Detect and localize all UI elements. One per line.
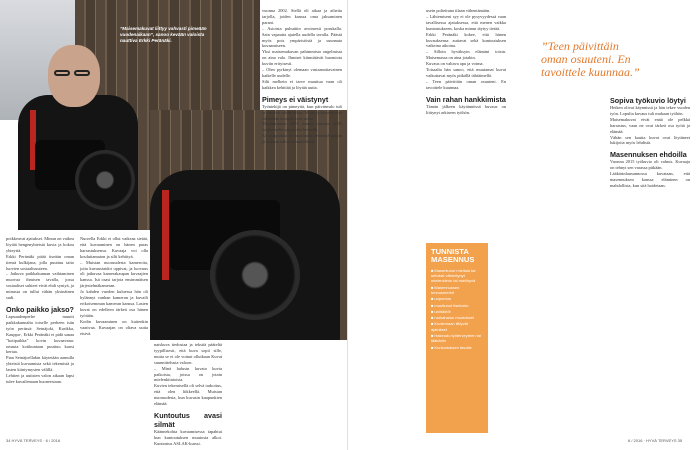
list-item: ■muuttunut itsetunto	[431, 302, 469, 308]
page-footer-right: 6 / 2016 · HYVÄ TERVEYS 35	[628, 438, 683, 443]
info-box-tunnista-masennus	[426, 243, 488, 433]
paragraph: usein poltettuna tilaan vähentämään.	[426, 8, 491, 13]
list-item: ■ruokahalun muutokset	[431, 315, 474, 321]
subheading-masennus: Masennuksen ehdoilla	[610, 150, 687, 160]
subheading-onko: Onko paikko jakso?	[6, 304, 74, 314]
article-column-5	[426, 8, 506, 116]
paragraph: poikkeavat ajatukset. Minun on vaikea löytää hengenyhteistä kuvia ja kokoa yhteyttä.	[6, 236, 74, 253]
paragraph: – Olen pyrkinyt olemaan vastaanottavainen kaikelle uudelle.	[262, 67, 342, 78]
list-item: ■Masennuksen tunnusmerkit	[431, 284, 460, 295]
paragraph: vuonna 2002. Siellä oli aikaa ja aiheita tarjolla, joiden kanssa oma jaksaminen parani.	[262, 8, 342, 25]
paragraph: Lapsuudenperhe muutti paikkakunnalta toiselle perheen isän työn perässä: Seinäjoki, Kurikka, Kauppa-, Erkki Peränäki ei pidä sanaa ”kotipaikka” kovin kuvaavana: omasta kotikuntaan puuttuu kuusi kertaa.	[6, 313, 74, 355]
bullet-icon: ■	[431, 315, 434, 321]
bullet-icon: ■	[431, 296, 434, 302]
bullet-icon: ■	[431, 284, 434, 290]
info-box-title: TUNNISTA MASENNUS	[431, 247, 475, 265]
paragraph: Käännekohta kuvaamisessa tapahtui kun kuntoutuksen muutosta alkoi. Kuntoutus ASLAK-kurssi.	[154, 428, 222, 446]
bullet-icon: ■	[431, 267, 434, 273]
list-item: ■Masentunut mieliala tai selvästi vähentynyt mielenkiinto tai mielihyvä	[431, 267, 476, 284]
paragraph: – Teen päivittäin oman osuuteni. En tavoittele kuunnaa.	[426, 78, 506, 90]
paragraph: – Lähtemiseni syy ei ole pysyvyydessä vaan tavallisessa ajatuksessa, että menen vaikka kuntoutukseen, koska minun täytyy tietää.	[426, 13, 506, 31]
paragraph: Työntekijä on pimeyttä, kun päivänvalo tuli ja muuttui vähän aikaa. Myös työtoverit ovat vähintään tuoneet lisää valoa.	[262, 103, 342, 121]
photo-caption: ”Maisemakuvat liittyy vahvasti pimeään vuodenaikaan”, sanoo kevään valoista nauttiva Erkki Peränäki.	[120, 26, 207, 43]
list-item: ■Hakeudu työterveyteen tai lääkäriin	[431, 333, 481, 344]
bullet-icon: ■	[431, 302, 434, 308]
paragraph: naiskuva tiedostaa ja tekstiä pääteltä tyypillisesti, että kuva sopii sille, mutta se ei ole voinut ollutkaan Kuvat suunnittelusta valoon.	[154, 342, 222, 365]
paragraph: Kuvauspaikka on muuttunut entisestä paljon ja kuvaan valoa suunnitellusti.	[262, 133, 342, 145]
page-footer-left: 34 HYVÄ TERVEYS · 6 / 2016	[6, 438, 61, 443]
paragraph: Heiken olivat käynnissä ja hän tekee vuoden työn. Lopulta kuvaus tuli mukaan työhön.	[610, 105, 690, 116]
list-item: ■Kuolemaan liittyvät ajatukset	[431, 321, 468, 332]
article-column-1	[6, 236, 74, 385]
paragraph: Yksi maisemakuvan pahimmista ongelmista on aina valo. Ihmiset kiinnittävät huomiota kuviin erityisesti.	[262, 49, 342, 67]
article-column-7	[610, 92, 690, 189]
paragraph: Erkki Peränäki pitää itseään oman tiensä kulkijana, jolla puuttuu taito luovien sosiaalisuuteen.	[6, 253, 74, 271]
paragraph: – Muistan nuoruudesta kameroita, joita kuvaustaidot oppivat, ja luovuus oli jatkuvaa kamerakaupan kuvaajien kanssa. Isä osasi tarjota ensimmäisen järjestelmäkameran.	[80, 259, 148, 289]
paragraph: Kuvaus on valtava apu ja voima.	[426, 61, 484, 67]
paragraph: Jo kahden vuoden kuluessa hän oli hylännyt vanhan kameran ja kuvaili erikoisemman kameran kanssa. Lasten kuvat on edelleen tärkeä osa hänen työtään.	[80, 289, 148, 318]
subheading-sopiva: Sopiva työkuvio löytyi	[610, 96, 686, 105]
article-column-3	[154, 342, 222, 447]
bullet-icon: ■	[431, 344, 434, 350]
subheading-kuntoutus: Kuntoutus avasi silmät	[154, 410, 222, 429]
paragraph: Lääkärinlausunnossa kuvataan, että masennuksen kanssa eläminen on mahdollista, kun sitä hoidetaan.	[610, 171, 690, 188]
paragraph: Kodin kuvaaminen on kuitenkin vaativaa. Kuvaajan on oltava uutta etsivä.	[80, 318, 148, 336]
paragraph: Vähän sen kautta kuvat ovat löytäneet lukijoita myös lehdistä.	[610, 134, 690, 146]
paragraph: – Silloin hyväksyin elämäni toisin. Maisemassa on aina jotakin.	[426, 49, 506, 61]
bullet-icon: ■	[431, 333, 434, 339]
paragraph: – Minä halusin kuvata kuvia paikoista, joissa on jotain mielenkiintoista.	[154, 365, 222, 383]
paragraph: Silti melkein ei tarve muuttua vaan oli kaikkea kehittää ja löytää uutta.	[262, 78, 342, 90]
paragraph: Pian Seinäjoellakin käytetään aamulla yhteistä kuvaamista sekä tekemistä ja lasten kiintymysten välillä.	[6, 355, 74, 373]
paragraph: – Jatkuva paikkakunnan vaihtaminen muovaa ihmisen tavalla, jossa sosiaaliset suhteet eivät ehdi syntyä, ja minusta on tullut vähän yksinäinen sudi.	[6, 271, 74, 301]
list-item: ■uupumus	[431, 296, 451, 302]
article-column-2	[80, 236, 148, 336]
list-item: ■Kuntoutuksen tavoite	[431, 344, 472, 350]
article-column-4	[262, 8, 342, 145]
bullet-icon: ■	[431, 308, 434, 314]
paragraph: Tämän jälkeen käytännössä kuvaus on liittynyt arkiseen työhön.	[426, 103, 506, 115]
paragraph: Vuonna 2015 työkuvio oli valmis. Kuvaaja on tehnyt sen varassa pitkään.	[610, 159, 690, 171]
subheading-pimeys: Pimeys ei väistynyt	[262, 94, 329, 104]
paragraph: Maisemakuvat eivät enää ole pelkkä harrastus, vaan ne ovat tärkeä osa työtä ja elämää.	[610, 116, 690, 134]
paragraph: Kuvien tekemisellä oli selvä tarkoitus, että olen liikkeellä. Muistan nuoruudesta, kun kuvasin kaupunkien elämää.	[154, 383, 222, 407]
paragraph: – Asioista puhuttiin avoimesti porukalla. Sain vapautta ajatella uudella tavalla. Päästä myös pois ympäristöstä ja suunnata kuvaamiseen.	[262, 25, 342, 49]
list-item: ■unihäiriöt	[431, 308, 451, 314]
paragraph: Lehtien ja uutisten valon aikaan lapsi tulee kuvailemaan huoneestaan.	[6, 373, 74, 384]
right-page	[348, 0, 696, 450]
subheading-vain: Vain rahan hankkimista	[426, 94, 506, 104]
paragraph: Toisaalta hän sanoo, että muutamat kuvat vaikuttavat myös pitkällä tähtäimellä.	[426, 67, 506, 78]
paragraph: Erkki Peränäki kokee, että hänen kuvauksensa auttavat sekä kuntoutuksen vaikeina aikoina.	[426, 31, 506, 49]
pull-quote: ”Teen päivittäin oman osuuteni. En tavoittele kuunnaa.”	[541, 39, 640, 79]
paragraph: Nuorella Erkki ei ollut vaikeaa sietää, että kuvaaminen on hänen paras harrastuksensa. Kuvaaja voi olla kouluttamaton ja silti kehittyä.	[80, 236, 148, 259]
bullet-icon: ■	[431, 321, 434, 327]
info-box-list	[431, 268, 483, 350]
paragraph: Marraskuussa 2003 minua vuonna 2003 työskentelin pimeyden keskellä.	[262, 121, 342, 133]
